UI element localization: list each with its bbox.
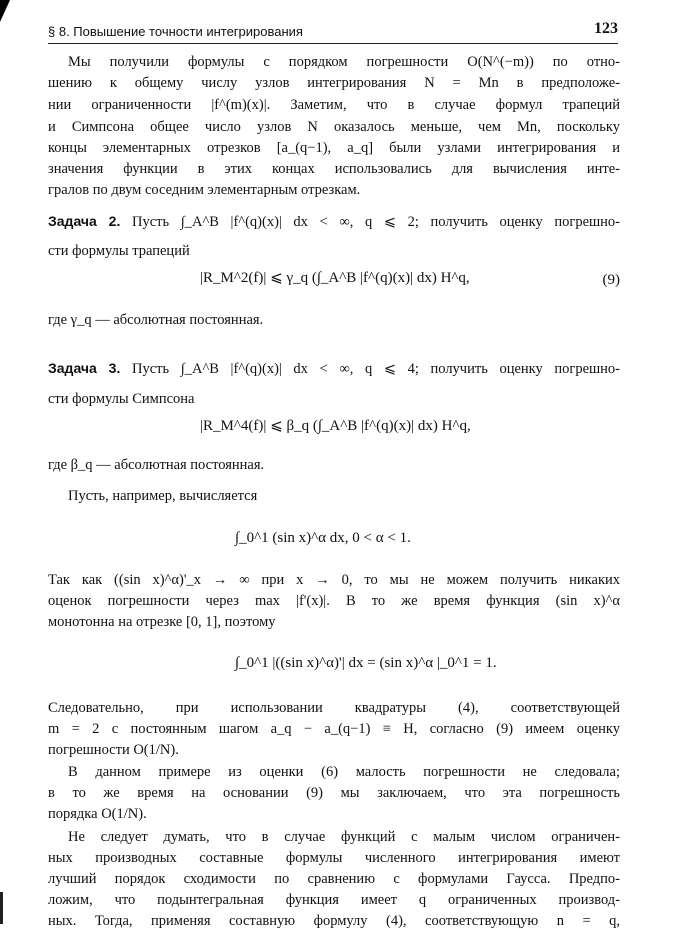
para2-line-1: Так как ((sin x)^α)'_x → ∞ при x → 0, то мы не можем получить никаких xyxy=(48,572,620,588)
para2-line-3: монотонна на отрезке [0, 1], поэтому xyxy=(48,614,276,630)
task3-condition: Пусть ∫_A^B |f^(q)(x)| dx < ∞, q ⩽ 4; получить оценку погрешно- xyxy=(132,361,621,377)
task3-line-1 xyxy=(48,360,620,378)
task2-condition: Пусть ∫_A^B |f^(q)(x)| dx < ∞, q ⩽ 2; получить оценку погрешно- xyxy=(132,214,621,230)
task2-formula: |R_M^2(f)| ⩽ γ_q (∫_A^B |f^(q)(x)| dx) H^q, xyxy=(200,270,470,286)
para4-line-3: порядка O(1/N). xyxy=(48,806,147,822)
para1-line-5: концы элементарных отрезков [a_(q−1), a_q] были узлами интегрирования и xyxy=(48,140,620,156)
para2-line-2: оценок погрешности через max |f'(x)|. В то же время функция (sin x)^α xyxy=(48,593,620,609)
scan-corner-mark xyxy=(0,0,10,22)
para4-line-2: в то же время на основании (9) мы заключаем, что эта погрешность xyxy=(48,785,620,801)
para5-line-3: лучший порядок сходимости по сравнению с формулами Гаусса. Предпо- xyxy=(48,871,620,887)
para5-line-4: ложим, что подынтегральная функция имеет q ограниченных производ- xyxy=(48,892,620,908)
task2-line-1 xyxy=(48,213,620,231)
para5-line-5: ных. Тогда, применяя составную формулу (4), соответствующую n = q, xyxy=(48,913,620,929)
task2-line-2: сти формулы трапеций xyxy=(48,243,190,259)
task3-line-2: сти формулы Симпсона xyxy=(48,391,195,407)
running-header xyxy=(48,18,618,44)
para3-line-2: m = 2 с постоянным шагом a_q − a_(q−1) ≡ H, согласно (9) имеем оценку xyxy=(48,721,620,737)
para1-line-2: шению к общему числу узлов интегрирования N = Mn в предположе- xyxy=(48,75,620,91)
para1-line-1: Мы получили формулы с порядком погрешности O(N^(−m)) по отно- xyxy=(68,54,620,70)
example-intro: Пусть, например, вычисляется xyxy=(68,488,258,504)
task3-formula: |R_M^4(f)| ⩽ β_q (∫_A^B |f^(q)(x)| dx) H^q, xyxy=(200,418,471,434)
para1-line-3: нии ограниченности |f^(m)(x)|. Заметим, что в случае формул трапеций xyxy=(48,97,620,113)
task2-after: где γ_q — абсолютная постоянная. xyxy=(48,312,264,328)
para3-line-1: Следовательно, при использовании квадратуры (4), соответствующей xyxy=(48,700,620,716)
example-formula: ∫_0^1 (sin x)^α dx, 0 < α < 1. xyxy=(235,530,411,546)
para3-line-3: погрешности O(1/N). xyxy=(48,742,179,758)
para1-line-4: и Симпсона общее число узлов N оказалось меньше, чем Mn, поскольку xyxy=(48,119,620,135)
task2-label: Задача 2. xyxy=(48,213,121,229)
section-title: § 8. Повышение точности интегрирования xyxy=(48,24,303,39)
para1-line-7: гралов по двум соседним элементарным отрезкам. xyxy=(48,182,361,198)
para4-line-1: В данном примере из оценки (6) малость погрешности не следовала; xyxy=(68,764,620,780)
task3-after: где β_q — абсолютная постоянная. xyxy=(48,457,265,473)
page-number: 123 xyxy=(594,20,618,37)
para5-line-1: Не следует думать, что в случае функций с малым числом ограничен- xyxy=(68,829,620,845)
para5-line-2: ных производных составные формулы численного интегрирования имеют xyxy=(48,850,620,866)
equation-number-9: (9) xyxy=(602,272,620,288)
para1-line-6: значения функции в этих концах использовались для вычисления инте- xyxy=(48,161,620,177)
task3-label: Задача 3. xyxy=(48,360,121,376)
scan-edge-mark xyxy=(0,892,3,924)
header-rule xyxy=(48,43,618,44)
monotone-formula: ∫_0^1 |((sin x)^α)'| dx = (sin x)^α |_0^1 = 1. xyxy=(235,655,497,671)
